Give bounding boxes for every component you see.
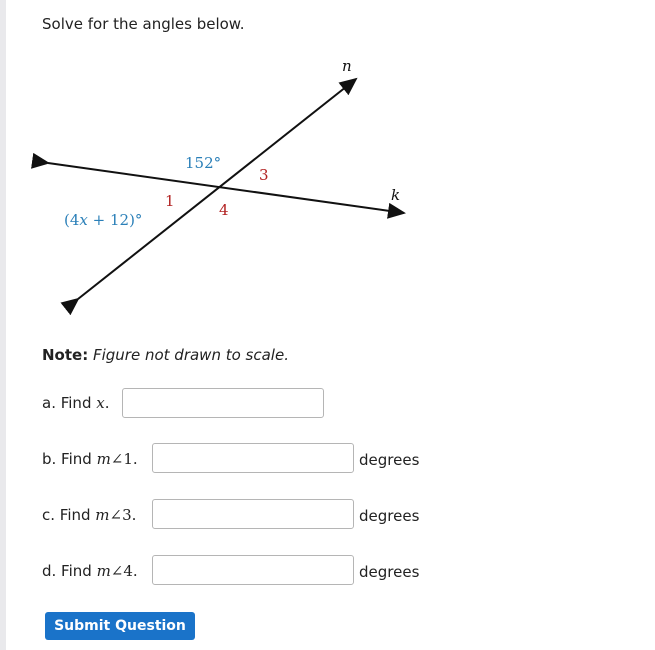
answer-b-input[interactable] [152, 443, 354, 473]
problem-prompt: Solve for the angles below. [42, 15, 245, 33]
note-label: Note: [42, 346, 89, 364]
angle-given-label: 152° [185, 154, 222, 172]
question-a-label: a. Find x. [42, 394, 110, 412]
answer-a-input[interactable] [122, 388, 324, 418]
units-c: degrees [359, 507, 420, 525]
units-b: degrees [359, 451, 420, 469]
answer-d-input[interactable] [152, 555, 354, 585]
angle-expression-label: (4x + 12)° [64, 211, 143, 229]
angle-3-label: 3 [259, 166, 269, 184]
line-n-label: n [342, 57, 352, 75]
question-b-label: b. Find m∠1. [42, 450, 138, 468]
note-text: Figure not drawn to scale. [92, 346, 289, 364]
note [42, 346, 289, 364]
line-n [78, 79, 356, 299]
units-d: degrees [359, 563, 420, 581]
question-c-label: c. Find m∠3. [42, 506, 137, 524]
submit-question-button[interactable]: Submit Question [45, 612, 195, 640]
angle-1-label: 1 [165, 192, 175, 210]
line-k-label: k [391, 186, 401, 204]
angle-4-label: 4 [219, 201, 229, 219]
question-d-label: d. Find m∠4. [42, 562, 138, 580]
answer-c-input[interactable] [152, 499, 354, 529]
